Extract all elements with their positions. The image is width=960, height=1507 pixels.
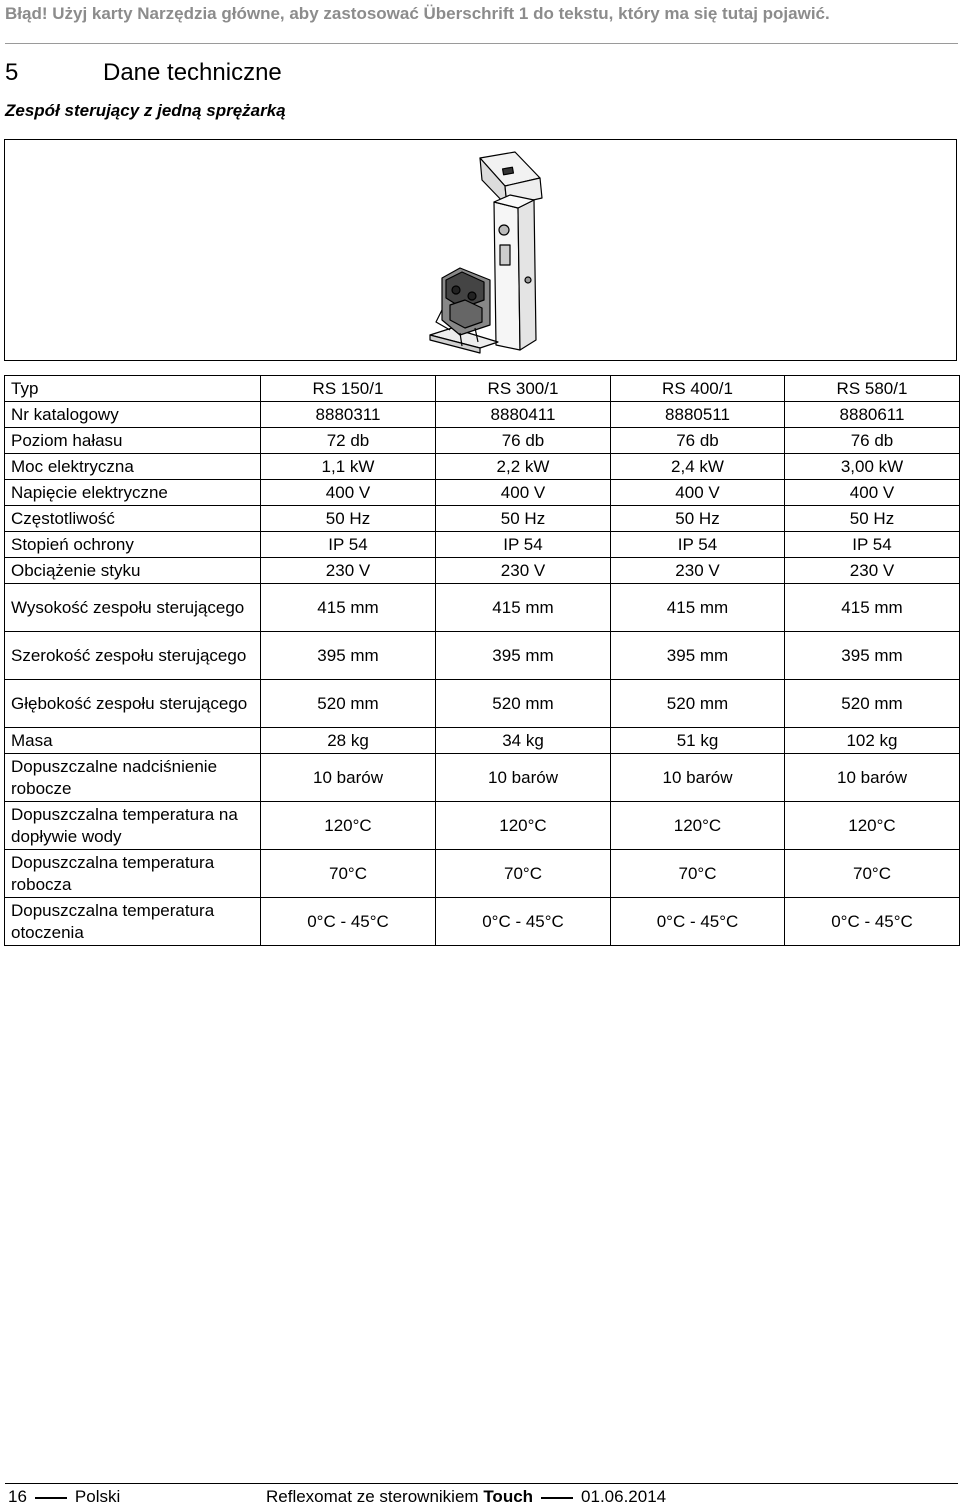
table-cell: 0°C - 45°C bbox=[436, 898, 611, 946]
table-cell: 230 V bbox=[785, 558, 960, 584]
table-cell: 10 barów bbox=[611, 754, 785, 802]
table-cell: 400 V bbox=[261, 480, 436, 506]
section-number: 5 bbox=[5, 59, 19, 86]
table-cell-label: Szerokość zespołu sterującego bbox=[5, 632, 261, 680]
table-cell: 395 mm bbox=[611, 632, 785, 680]
table-cell: 10 barów bbox=[261, 754, 436, 802]
table-cell: 520 mm bbox=[261, 680, 436, 728]
table-cell: 2,2 kW bbox=[436, 454, 611, 480]
table-cell: 76 db bbox=[611, 428, 785, 454]
table-cell: 76 db bbox=[785, 428, 960, 454]
table-cell: 1,1 kW bbox=[261, 454, 436, 480]
table-cell: 415 mm bbox=[785, 584, 960, 632]
table-cell: 76 db bbox=[436, 428, 611, 454]
table-cell: IP 54 bbox=[785, 532, 960, 558]
table-cell: 395 mm bbox=[436, 632, 611, 680]
table-header-cell: RS 400/1 bbox=[611, 376, 785, 402]
table-cell-label: Poziom hałasu bbox=[5, 428, 261, 454]
table-cell: 0°C - 45°C bbox=[611, 898, 785, 946]
table-header-cell: RS 580/1 bbox=[785, 376, 960, 402]
table-row bbox=[5, 532, 960, 558]
table-header-cell: RS 150/1 bbox=[261, 376, 436, 402]
table-cell: IP 54 bbox=[436, 532, 611, 558]
table-row bbox=[5, 898, 960, 946]
table-row bbox=[5, 728, 960, 754]
table-cell: 120°C bbox=[785, 802, 960, 850]
table-cell-label: Moc elektryczna bbox=[5, 454, 261, 480]
table-cell: 50 Hz bbox=[436, 506, 611, 532]
table-cell: 415 mm bbox=[261, 584, 436, 632]
table-cell: 395 mm bbox=[785, 632, 960, 680]
table-row bbox=[5, 850, 960, 898]
table-cell: IP 54 bbox=[611, 532, 785, 558]
header-error-text: Błąd! Użyj karty Narzędzia główne, aby zastosować Überschrift 1 do tekstu, który ma się tutaj pojawić. bbox=[5, 4, 830, 23]
table-cell: 51 kg bbox=[611, 728, 785, 754]
table-cell: 34 kg bbox=[436, 728, 611, 754]
footer-date: 01.06.2014 bbox=[581, 1487, 667, 1506]
table-cell: 395 mm bbox=[261, 632, 436, 680]
table-header-row bbox=[5, 376, 960, 402]
table-cell: 50 Hz bbox=[261, 506, 436, 532]
table-cell: 70°C bbox=[436, 850, 611, 898]
control-unit-illustration bbox=[420, 150, 550, 355]
table-cell-label: Masa bbox=[5, 728, 261, 754]
table-cell-label: Dopuszczalna temperatura na dopływie wody bbox=[5, 802, 261, 850]
table-cell: 50 Hz bbox=[785, 506, 960, 532]
table-row bbox=[5, 754, 960, 802]
section-title: Dane techniczne bbox=[103, 59, 282, 86]
table-cell: 120°C bbox=[611, 802, 785, 850]
table-row bbox=[5, 632, 960, 680]
table-cell: 10 barów bbox=[785, 754, 960, 802]
table-cell: 120°C bbox=[261, 802, 436, 850]
section-subtitle: Zespół sterujący z jedną sprężarką bbox=[5, 101, 286, 120]
table-cell-label: Głębokość zespołu sterującego bbox=[5, 680, 261, 728]
table-row bbox=[5, 454, 960, 480]
table-cell: 2,4 kW bbox=[611, 454, 785, 480]
table-cell: 8880511 bbox=[611, 402, 785, 428]
footer-language: Polski bbox=[74, 1487, 121, 1506]
table-cell: 400 V bbox=[611, 480, 785, 506]
spec-table bbox=[4, 375, 960, 946]
footer-title-prefix: Reflexomat ze sterownikiem bbox=[266, 1487, 479, 1506]
table-row bbox=[5, 402, 960, 428]
table-cell: 520 mm bbox=[611, 680, 785, 728]
table-cell: 70°C bbox=[611, 850, 785, 898]
header-rule bbox=[5, 43, 958, 44]
table-row bbox=[5, 802, 960, 850]
table-header-cell: RS 300/1 bbox=[436, 376, 611, 402]
table-cell-label: Dopuszczalna temperatura otoczenia bbox=[5, 898, 261, 946]
table-cell: 230 V bbox=[611, 558, 785, 584]
table-cell-label: Dopuszczalna temperatura robocza bbox=[5, 850, 261, 898]
table-cell: 0°C - 45°C bbox=[785, 898, 960, 946]
table-cell: 8880311 bbox=[261, 402, 436, 428]
table-cell: 415 mm bbox=[436, 584, 611, 632]
footer-title-bold: Touch bbox=[483, 1487, 534, 1506]
table-cell: 230 V bbox=[436, 558, 611, 584]
page-number: 16 bbox=[8, 1487, 27, 1506]
table-cell: 415 mm bbox=[611, 584, 785, 632]
table-cell-label: Częstotliwość bbox=[5, 506, 261, 532]
table-cell: IP 54 bbox=[261, 532, 436, 558]
table-cell: 520 mm bbox=[436, 680, 611, 728]
table-cell: 50 Hz bbox=[611, 506, 785, 532]
table-cell: 8880411 bbox=[436, 402, 611, 428]
table-cell: 72 db bbox=[261, 428, 436, 454]
footer-doc-title bbox=[266, 1487, 666, 1507]
table-row bbox=[5, 680, 960, 728]
table-cell: 400 V bbox=[785, 480, 960, 506]
table-cell: 230 V bbox=[261, 558, 436, 584]
footer-dash bbox=[541, 1497, 573, 1499]
table-row bbox=[5, 584, 960, 632]
table-row bbox=[5, 480, 960, 506]
table-cell-label: Nr katalogowy bbox=[5, 402, 261, 428]
page-footer bbox=[8, 1487, 667, 1507]
table-row bbox=[5, 506, 960, 532]
table-cell: 102 kg bbox=[785, 728, 960, 754]
table-cell-label: Dopuszczalne nadciśnienie robocze bbox=[5, 754, 261, 802]
table-cell-label: Obciążenie styku bbox=[5, 558, 261, 584]
section-heading bbox=[5, 57, 282, 89]
table-cell: 3,00 kW bbox=[785, 454, 960, 480]
table-row bbox=[5, 428, 960, 454]
product-figure bbox=[4, 139, 957, 361]
footer-rule bbox=[5, 1483, 958, 1484]
table-cell: 400 V bbox=[436, 480, 611, 506]
table-cell: 28 kg bbox=[261, 728, 436, 754]
table-cell: 120°C bbox=[436, 802, 611, 850]
table-cell-label: Stopień ochrony bbox=[5, 532, 261, 558]
table-cell: 0°C - 45°C bbox=[261, 898, 436, 946]
table-cell-label: Wysokość zespołu sterującego bbox=[5, 584, 261, 632]
footer-dash bbox=[35, 1497, 67, 1499]
table-cell: 10 barów bbox=[436, 754, 611, 802]
table-cell: 520 mm bbox=[785, 680, 960, 728]
table-cell: 70°C bbox=[261, 850, 436, 898]
table-row bbox=[5, 558, 960, 584]
table-cell: 8880611 bbox=[785, 402, 960, 428]
table-cell-label: Napięcie elektryczne bbox=[5, 480, 261, 506]
table-cell-label: Typ bbox=[5, 376, 261, 402]
table-cell: 70°C bbox=[785, 850, 960, 898]
